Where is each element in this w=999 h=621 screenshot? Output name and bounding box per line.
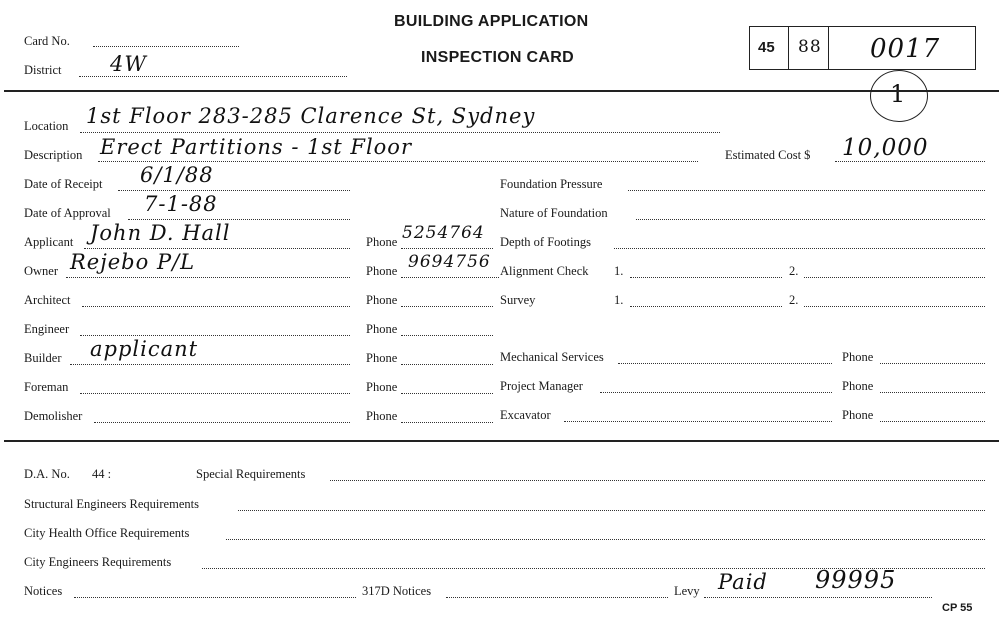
foundation-pressure-label: Foundation Pressure <box>500 177 603 191</box>
builder-phone-field <box>401 364 493 365</box>
location-value: 1st Floor 283-285 Clarence St, Sydney <box>86 104 536 128</box>
engineer-field <box>80 335 350 336</box>
mechanical-phone-label: Phone <box>842 350 874 364</box>
demolisher-label: Demolisher <box>24 409 83 423</box>
district-value: 4W <box>110 52 147 76</box>
levy-label: Levy <box>674 584 700 598</box>
header-rule <box>4 90 999 92</box>
architect-field <box>82 306 350 307</box>
notices-field <box>74 597 356 598</box>
alignment-opt2: 2. <box>789 264 799 278</box>
alignment-check-label: Alignment Check <box>500 264 589 278</box>
project-manager-phone-field <box>880 392 985 393</box>
location-field <box>80 132 720 133</box>
mechanical-phone-field <box>880 363 985 364</box>
date-receipt-field <box>118 190 350 191</box>
depth-footings-field <box>614 248 985 249</box>
nature-foundation-field <box>636 219 985 220</box>
project-manager-label: Project Manager <box>500 379 583 393</box>
special-req-label: Special Requirements <box>196 467 306 481</box>
box-divider-2 <box>828 26 829 70</box>
box-divider-1 <box>788 26 789 70</box>
circled-number: 1 <box>890 80 907 108</box>
excavator-phone-field <box>880 421 985 422</box>
foreman-label: Foreman <box>24 380 69 394</box>
survey-opt2: 2. <box>789 293 799 307</box>
date-approval-value: 7-1-88 <box>144 192 218 216</box>
location-label: Location <box>24 119 69 133</box>
owner-phone-value: 9694756 <box>408 252 491 272</box>
structural-label: Structural Engineers Requirements <box>24 497 199 511</box>
applicant-value: John D. Hall <box>90 221 231 245</box>
project-manager-phone-label: Phone <box>842 379 874 393</box>
alignment-field-1 <box>630 277 782 278</box>
health-label: City Health Office Requirements <box>24 526 190 540</box>
owner-field <box>66 277 350 278</box>
applicant-phone-label: Phone <box>366 235 398 249</box>
box-cell-2: 88 <box>798 37 822 57</box>
excavator-field <box>564 421 832 422</box>
city-eng-label: City Engineers Requirements <box>24 555 172 569</box>
estimated-cost-field <box>835 161 985 162</box>
demolisher-phone-field <box>401 422 493 423</box>
depth-footings-label: Depth of Footings <box>500 235 591 249</box>
middle-rule <box>4 440 999 442</box>
description-field <box>98 161 698 162</box>
demolisher-phone-label: Phone <box>366 409 398 423</box>
box-cell-1: 45 <box>758 39 775 56</box>
health-field <box>226 539 985 540</box>
form-code: CP 55 <box>942 602 973 614</box>
card-no-field <box>93 46 239 47</box>
alignment-opt1: 1. <box>614 264 624 278</box>
survey-field-2 <box>804 306 985 307</box>
levy-value: 99995 <box>815 566 897 594</box>
applicant-phone-field <box>401 248 493 249</box>
applicant-label: Applicant <box>24 235 74 249</box>
builder-value: applicant <box>90 337 199 361</box>
box-cell-3: 0017 <box>870 34 941 64</box>
estimated-cost-label: Estimated Cost $ <box>725 148 811 162</box>
mechanical-label: Mechanical Services <box>500 350 604 364</box>
applicant-phone-value: 5254764 <box>402 223 485 243</box>
architect-phone-field <box>401 306 493 307</box>
engineer-label: Engineer <box>24 322 70 336</box>
owner-phone-field <box>401 277 499 278</box>
date-approval-field <box>128 219 350 220</box>
card-no-label: Card No. <box>24 34 70 48</box>
notices-label: Notices <box>24 584 63 598</box>
alignment-field-2 <box>804 277 985 278</box>
applicant-field <box>84 248 350 249</box>
card-title-line2: INSPECTION CARD <box>421 49 574 66</box>
levy-field <box>704 597 932 598</box>
date-approval-label: Date of Approval <box>24 206 111 220</box>
card-number-box <box>749 26 976 70</box>
builder-phone-label: Phone <box>366 351 398 365</box>
foundation-pressure-field <box>628 190 985 191</box>
district-label: District <box>24 63 62 77</box>
survey-field-1 <box>630 306 782 307</box>
nature-foundation-label: Nature of Foundation <box>500 206 608 220</box>
survey-label: Survey <box>500 293 536 307</box>
levy-status: Paid <box>718 570 768 594</box>
district-field <box>79 76 347 77</box>
owner-phone-label: Phone <box>366 264 398 278</box>
foreman-phone-label: Phone <box>366 380 398 394</box>
engineer-phone-field <box>401 335 493 336</box>
excavator-phone-label: Phone <box>842 408 874 422</box>
engineer-phone-label: Phone <box>366 322 398 336</box>
date-receipt-label: Date of Receipt <box>24 177 103 191</box>
notices-317d-field <box>446 597 668 598</box>
owner-value: Rejebo P/L <box>70 250 196 274</box>
survey-opt1: 1. <box>614 293 624 307</box>
builder-field <box>70 364 350 365</box>
foreman-phone-field <box>401 393 493 394</box>
project-manager-field <box>600 392 832 393</box>
mechanical-field <box>618 363 832 364</box>
da-value: 44 : <box>92 467 112 481</box>
special-req-field <box>330 480 985 481</box>
card-title-line1: BUILDING APPLICATION <box>394 13 589 30</box>
builder-label: Builder <box>24 351 62 365</box>
notices-317d-label: 317D Notices <box>362 584 432 598</box>
excavator-label: Excavator <box>500 408 551 422</box>
architect-phone-label: Phone <box>366 293 398 307</box>
description-value: Erect Partitions - 1st Floor <box>100 135 412 159</box>
owner-label: Owner <box>24 264 59 278</box>
architect-label: Architect <box>24 293 71 307</box>
structural-field <box>238 510 985 511</box>
demolisher-field <box>94 422 350 423</box>
estimated-cost-value: 10,000 <box>842 135 929 161</box>
description-label: Description <box>24 148 83 162</box>
date-receipt-value: 6/1/88 <box>140 163 214 187</box>
da-label: D.A. No. <box>24 467 70 481</box>
foreman-field <box>80 393 350 394</box>
